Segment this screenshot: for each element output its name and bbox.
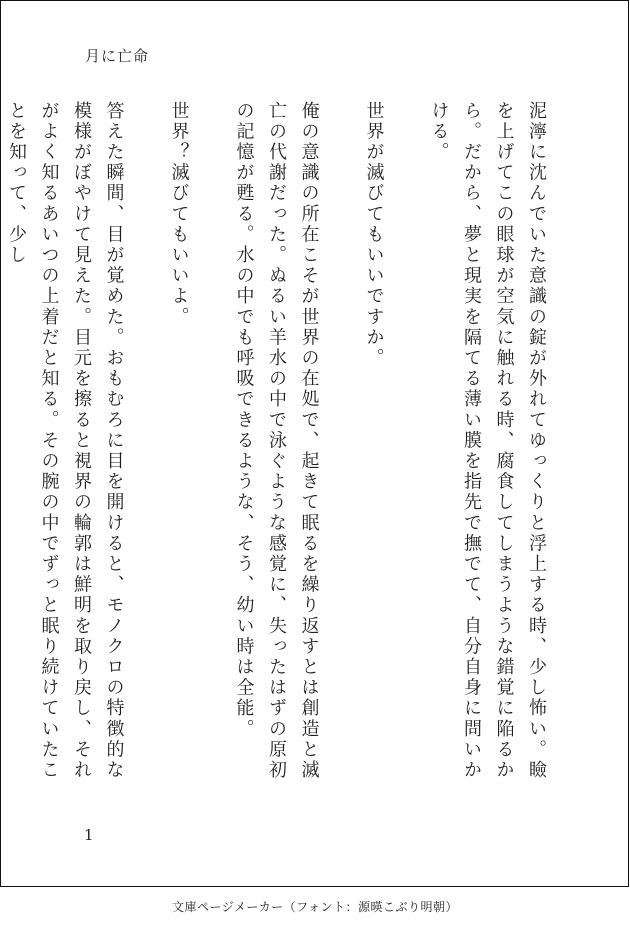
blank-line <box>130 101 163 801</box>
paragraph: 俺の意識の所在こそが世界の在処で、起きて眠るを繰り返すとは創造と滅亡の代謝だった。ぬるい羊水の中で泳ぐような感覚に、失ったはずの原初の記憶が甦る。水の中でも呼吸できるような、そう、幼い時は全能。 <box>233 101 320 781</box>
blank-line <box>390 101 423 801</box>
body-text <box>0 101 552 801</box>
paragraph: 世界が滅びてもいいですか。 <box>363 101 385 369</box>
blank-line <box>195 101 228 801</box>
paragraph: 泥濘に沈んでいた意識の錠が外れてゆっくりと浮上する時、少し怖い。瞼を上げてこの眼球が空気に触れる時、腐食してしまうような錯覚に陥るから。だから、夢と現実を隔てる薄い膜を指先で撫でて、自分自身に問いかける。 <box>428 101 547 781</box>
running-title: 月に亡命 <box>85 47 150 65</box>
page-number: 1 <box>84 826 94 844</box>
paragraph: 答えた瞬間、目が覚めた。おもむろに目を開けると、モノクロの特徴的な模様がぼやけて見えた。目元を擦ると視界の輪郭は鮮明を取り戻し、それがよく知るあいつの上着だと知る。その腕の中でずっと眠り続けていたことを知って、少し <box>6 101 125 781</box>
blank-line <box>325 101 358 801</box>
footer-credit: 文庫ページメーカー（フォント：源暎こぶり明朝） <box>171 900 459 914</box>
paragraph: 世界？滅びてもいいよ。 <box>168 101 190 328</box>
